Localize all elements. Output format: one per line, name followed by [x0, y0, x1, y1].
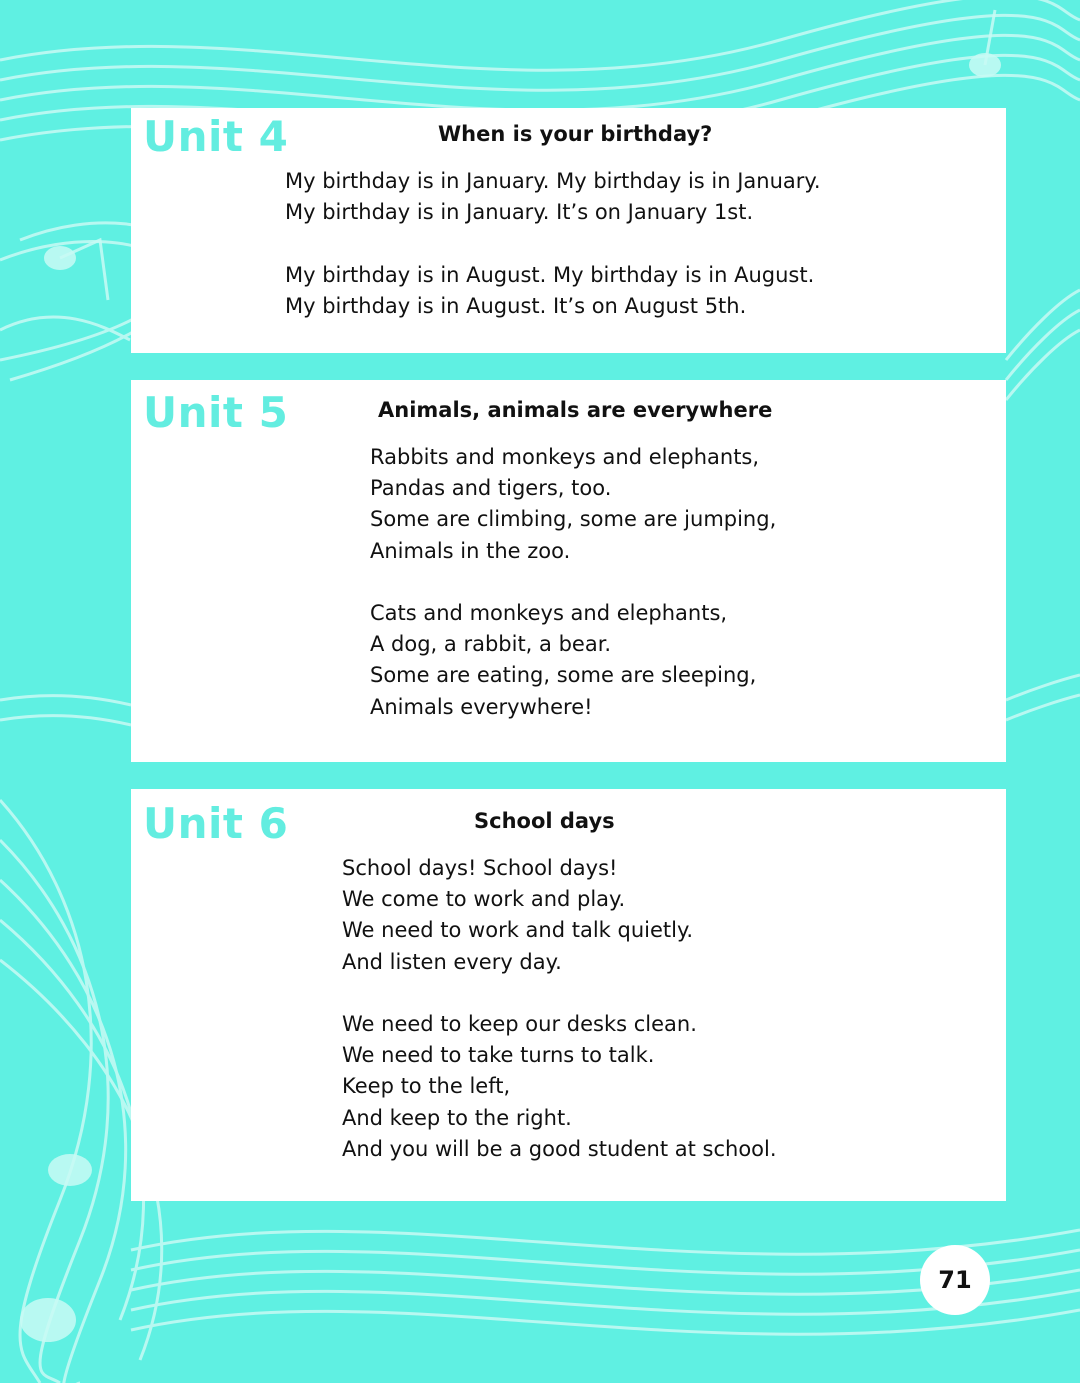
- unit-4-song-title: When is your birthday?: [438, 122, 713, 146]
- lyric-line: Cats and monkeys and elephants,: [370, 600, 728, 625]
- lyric-line: My birthday is in January. It’s on January 1st.: [285, 200, 754, 225]
- lyric-line: My birthday is in January. My birthday is in January.: [285, 169, 821, 193]
- lyric-line: Animals in the zoo.: [370, 538, 571, 563]
- unit-6-stanza-1: [342, 853, 777, 978]
- lyric-line: Rabbits and monkeys and elephants,: [370, 445, 760, 469]
- lyric-line: And you will be a good student at school.: [342, 1136, 777, 1161]
- lyric-line: Some are eating, some are sleeping,: [370, 663, 757, 688]
- unit-4-label: Unit 4: [143, 112, 289, 161]
- lyric-line: We need to keep our desks clean.: [342, 1011, 697, 1036]
- unit-6-stanza-2: [342, 1009, 777, 1165]
- lyric-line: We need to take turns to talk.: [342, 1043, 655, 1068]
- lyric-line: Pandas and tigers, too.: [370, 476, 612, 501]
- unit-5-lyrics: [370, 442, 776, 723]
- lyric-line: We need to work and talk quietly.: [342, 918, 694, 943]
- page-number-badge: 71: [920, 1245, 990, 1315]
- unit-4-lyrics: [285, 166, 821, 322]
- lyric-line: We come to work and play.: [342, 887, 626, 912]
- unit-6-lyrics: [342, 853, 777, 1165]
- lyric-line: A dog, a rabbit, a bear.: [370, 632, 612, 657]
- lyric-line: And listen every day.: [342, 949, 562, 974]
- lyric-line: And keep to the right.: [342, 1105, 572, 1130]
- unit-6-label: Unit 6: [143, 799, 289, 848]
- lyric-line: Keep to the left,: [342, 1074, 511, 1099]
- unit-4-stanza-1: [285, 166, 821, 228]
- unit-5-song-title: Animals, animals are everywhere: [378, 398, 773, 422]
- unit-5-stanza-2: [370, 598, 776, 723]
- unit-4-stanza-2: [285, 260, 821, 322]
- lyric-line: School days! School days!: [342, 856, 618, 880]
- lyric-line: My birthday is in August. It’s on August 5th.: [285, 293, 747, 318]
- unit-6-song-title: School days: [474, 809, 615, 833]
- unit-5-stanza-1: [370, 442, 776, 567]
- unit-5-label: Unit 5: [143, 388, 289, 437]
- lyric-line: Some are climbing, some are jumping,: [370, 507, 777, 532]
- lyric-line: My birthday is in August. My birthday is in August.: [285, 262, 815, 287]
- lyric-line: Animals everywhere!: [370, 694, 593, 719]
